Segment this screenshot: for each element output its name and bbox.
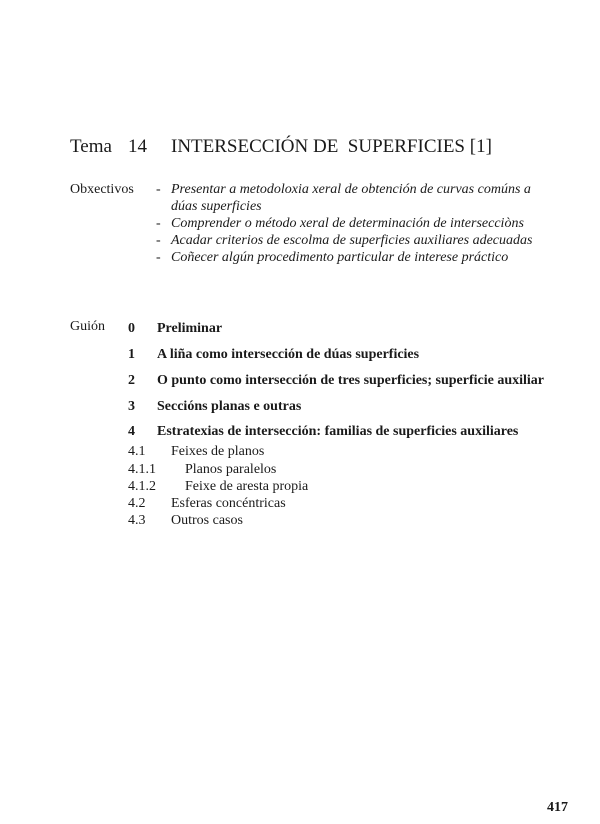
- guion-main-text: Seccións planas e outras: [157, 399, 302, 414]
- tema-number: 14: [128, 136, 147, 157]
- objectives-label: Obxectivos: [70, 182, 134, 197]
- objective-text: Presentar a metodoloxia xeral de obtención de curvas comúns a dúas superficies: [171, 182, 531, 214]
- guion-main-text: A liña como intersección de dúas superficies: [157, 347, 420, 362]
- guion-main-text: Preliminar: [157, 321, 223, 336]
- tema-word: Tema: [70, 136, 112, 157]
- guion-sub-text: Outros casos: [171, 513, 243, 528]
- page-title: INTERSECCIÓN DE SUPERFICIES [1]: [171, 136, 492, 157]
- guion-sub-number: 4.1: [128, 444, 146, 459]
- guion-sub-number: 4.3: [128, 513, 146, 528]
- objective-dash: -: [156, 216, 161, 231]
- page-number: 417: [547, 800, 568, 815]
- objective-item: [156, 181, 556, 215]
- objective-item: [156, 232, 556, 249]
- objective-dash: -: [156, 233, 161, 248]
- guion-sub-number: 4.2: [128, 496, 146, 511]
- objective-item: [156, 249, 556, 266]
- guion-sub-text: Feixe de aresta propia: [185, 479, 309, 494]
- guion-sub-text: Feixes de planos: [171, 444, 265, 459]
- guion-sub-text: Planos paralelos: [185, 462, 277, 477]
- objective-item: [156, 215, 556, 232]
- guion-sub-number: 4.1.2: [128, 479, 156, 494]
- guion-main-number: 1: [128, 347, 135, 362]
- objective-text: Coñecer algún procedimento particular de interese práctico: [171, 250, 509, 265]
- guion-sub-number: 4.1.1: [128, 462, 156, 477]
- objective-text: Comprender o método xeral de determinación de intersecciòns: [171, 216, 524, 231]
- objective-text: Acadar criterios de escolma de superficies auxiliares adecuadas: [171, 233, 533, 248]
- guion-sub-text: Esferas concéntricas: [171, 496, 286, 511]
- objective-dash: -: [156, 182, 161, 197]
- guion-main-text: Estratexias de intersección: familias de superficies auxiliares: [157, 424, 519, 439]
- guion-main-number: 2: [128, 373, 135, 388]
- objectives-list: [156, 181, 556, 266]
- guion-main-text: O punto como intersección de tres superficies; superficie auxiliar: [157, 373, 545, 388]
- guion-main-number: 3: [128, 399, 135, 414]
- guion-main-number: 0: [128, 321, 135, 336]
- guion-main-number: 4: [128, 424, 135, 439]
- guion-label: Guión: [70, 319, 105, 334]
- objective-dash: -: [156, 250, 161, 265]
